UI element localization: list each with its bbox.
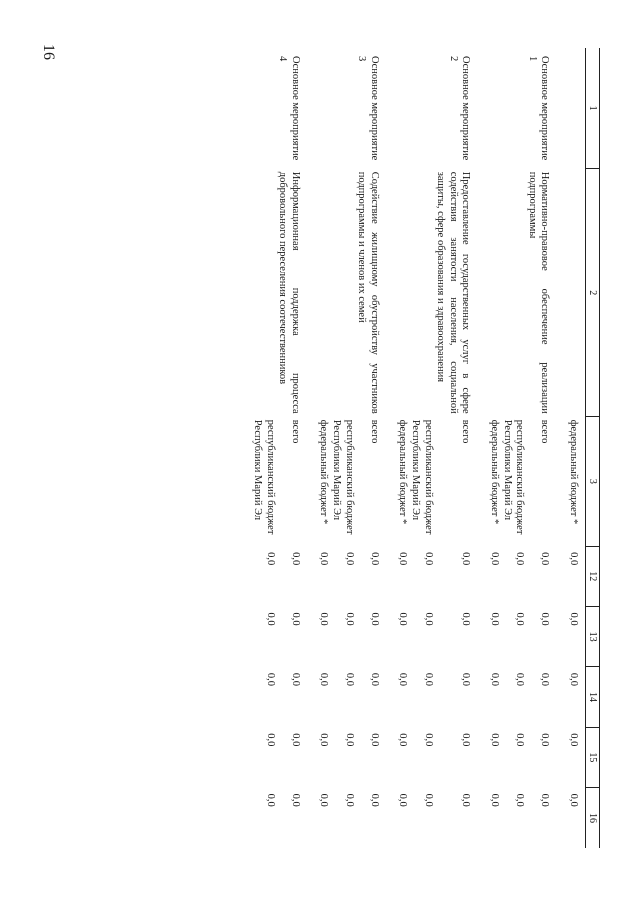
value-cell: 0,0 bbox=[568, 552, 579, 566]
funding-source-cell: федеральный бюджет * bbox=[318, 419, 330, 525]
funding-source-cell: республиканский бюджет Республики Марий Эл bbox=[410, 419, 434, 535]
value-cell: 0,0 bbox=[368, 793, 380, 807]
value-cell: 0,0 bbox=[460, 612, 472, 626]
table-row bbox=[317, 48, 330, 848]
value-cell: 0,0 bbox=[460, 672, 472, 686]
value-cell: 0,0 bbox=[489, 552, 501, 566]
value-cell: 0,0 bbox=[264, 612, 276, 626]
table-body bbox=[251, 48, 586, 848]
funding-source-cell: республиканский бюджет Республики Марий Эл bbox=[252, 419, 276, 535]
table-row bbox=[566, 48, 585, 848]
value-cell: 0,0 bbox=[368, 552, 380, 566]
value-cell: 0,0 bbox=[343, 672, 355, 686]
value-cell: 0,0 bbox=[343, 793, 355, 807]
activity-name-cell: Основное мероприятие 4 bbox=[277, 56, 301, 161]
value-cell: 0,0 bbox=[568, 672, 579, 686]
value-cell: 0,0 bbox=[460, 552, 472, 566]
value-cell: 0,0 bbox=[397, 793, 409, 807]
value-cell: 0,0 bbox=[289, 552, 301, 566]
value-cell: 0,0 bbox=[318, 793, 330, 807]
table-row bbox=[396, 48, 409, 848]
header-cell: 12 bbox=[586, 546, 600, 606]
header-row bbox=[586, 48, 600, 848]
value-cell: 0,0 bbox=[368, 612, 380, 626]
table-row bbox=[525, 48, 566, 848]
value-cell: 0,0 bbox=[397, 612, 409, 626]
table-header bbox=[586, 48, 600, 848]
value-cell: 0,0 bbox=[264, 793, 276, 807]
value-cell: 0,0 bbox=[318, 552, 330, 566]
activity-description-cell bbox=[408, 169, 433, 417]
funding-source-cell: всего bbox=[289, 419, 301, 444]
value-cell: 0,0 bbox=[397, 552, 409, 566]
value-cell: 0,0 bbox=[368, 672, 380, 686]
value-cell: 0,0 bbox=[422, 793, 434, 807]
activity-description-cell bbox=[487, 169, 500, 417]
activity-description-cell: Нормативно-правовое обеспечение реализации подпрограммы bbox=[526, 171, 551, 414]
activity-name-cell bbox=[330, 48, 355, 169]
header-cell: 16 bbox=[586, 788, 600, 848]
value-cell: 0,0 bbox=[422, 672, 434, 686]
funding-source-cell: всего bbox=[368, 419, 380, 444]
table-row bbox=[276, 48, 317, 848]
table-row bbox=[408, 48, 433, 848]
activity-description-cell bbox=[500, 169, 525, 417]
value-cell: 0,0 bbox=[489, 672, 501, 686]
table-row bbox=[500, 48, 525, 848]
value-cell: 0,0 bbox=[318, 612, 330, 626]
funding-source-cell: всего bbox=[460, 419, 472, 444]
value-cell: 0,0 bbox=[514, 552, 526, 566]
value-cell: 0,0 bbox=[514, 672, 526, 686]
activity-name-cell: Основное мероприятие 1 bbox=[526, 56, 551, 161]
value-cell: 0,0 bbox=[460, 793, 472, 807]
header-cell: 2 bbox=[586, 169, 600, 417]
activity-name-cell bbox=[408, 48, 433, 169]
funding-source-cell: всего bbox=[539, 419, 551, 444]
activity-name-cell bbox=[396, 48, 409, 169]
activity-description-cell bbox=[251, 169, 276, 417]
value-cell: 0,0 bbox=[289, 793, 301, 807]
funding-source-cell: федеральный бюджет * bbox=[489, 419, 501, 525]
activity-description-cell: Информационная поддержка процесса добровольного переселения соотечественников bbox=[277, 171, 301, 414]
header-cell: 15 bbox=[586, 727, 600, 787]
funding-source-cell: республиканский бюджет Республики Марий Эл bbox=[501, 419, 526, 535]
activity-name-cell: Основное мероприятие 3 bbox=[356, 56, 380, 161]
value-cell: 0,0 bbox=[539, 793, 551, 807]
activity-description-cell bbox=[317, 169, 330, 417]
value-cell: 0,0 bbox=[489, 793, 501, 807]
activity-description-cell: Содействие жилищному обустройству участников подпрограммы и членов их семей bbox=[356, 171, 380, 414]
value-cell: 0,0 bbox=[289, 672, 301, 686]
value-cell: 0,0 bbox=[539, 552, 551, 566]
value-cell: 0,0 bbox=[422, 612, 434, 626]
value-cell: 0,0 bbox=[489, 612, 501, 626]
value-cell: 0,0 bbox=[397, 672, 409, 686]
rotated-page-content bbox=[100, 48, 600, 848]
activity-name-cell bbox=[566, 48, 585, 169]
activity-description-cell bbox=[330, 169, 355, 417]
value-cell: 0,0 bbox=[489, 733, 501, 747]
activity-description-cell bbox=[396, 169, 409, 417]
value-cell: 0,0 bbox=[568, 612, 579, 626]
page-number: 16 bbox=[40, 44, 57, 60]
value-cell: 0,0 bbox=[264, 552, 276, 566]
table-row bbox=[251, 48, 276, 848]
value-cell: 0,0 bbox=[289, 733, 301, 747]
header-cell: 1 bbox=[586, 48, 600, 169]
value-cell: 0,0 bbox=[422, 733, 434, 747]
funding-source-cell: федеральный бюджет * bbox=[397, 419, 409, 525]
value-cell: 0,0 bbox=[568, 793, 579, 807]
value-cell: 0,0 bbox=[368, 733, 380, 747]
activity-description-cell: Предоставление государственных услуг в сфере содействия занятости населения, социальной защиты, сфере образования и здравоохранения bbox=[435, 171, 472, 414]
value-cell: 0,0 bbox=[397, 733, 409, 747]
table-row bbox=[330, 48, 355, 848]
table-row bbox=[434, 48, 488, 848]
value-cell: 0,0 bbox=[514, 612, 526, 626]
activity-name-cell bbox=[500, 48, 525, 169]
funding-source-cell: республиканский бюджет Республики Марий Эл bbox=[331, 419, 355, 535]
value-cell: 0,0 bbox=[460, 733, 472, 747]
value-cell: 0,0 bbox=[343, 733, 355, 747]
activity-name-cell: Основное мероприятие 2 bbox=[447, 56, 472, 161]
value-cell: 0,0 bbox=[343, 612, 355, 626]
value-cell: 0,0 bbox=[289, 612, 301, 626]
value-cell: 0,0 bbox=[318, 733, 330, 747]
value-cell: 0,0 bbox=[264, 672, 276, 686]
value-cell: 0,0 bbox=[539, 672, 551, 686]
table-row bbox=[487, 48, 500, 848]
budget-table bbox=[251, 48, 600, 848]
value-cell: 0,0 bbox=[422, 552, 434, 566]
value-cell: 0,0 bbox=[539, 612, 551, 626]
header-cell: 14 bbox=[586, 667, 600, 727]
value-cell: 0,0 bbox=[318, 672, 330, 686]
activity-description-cell bbox=[566, 169, 585, 417]
header-cell: 13 bbox=[586, 606, 600, 666]
value-cell: 0,0 bbox=[514, 733, 526, 747]
value-cell: 0,0 bbox=[568, 733, 579, 747]
activity-name-cell bbox=[317, 48, 330, 169]
header-cell: 3 bbox=[586, 417, 600, 546]
funding-source-cell: федеральный бюджет * bbox=[568, 419, 579, 525]
value-cell: 0,0 bbox=[343, 552, 355, 566]
value-cell: 0,0 bbox=[514, 793, 526, 807]
table-row bbox=[355, 48, 396, 848]
activity-name-cell bbox=[487, 48, 500, 169]
activity-name-cell bbox=[251, 48, 276, 169]
value-cell: 0,0 bbox=[264, 733, 276, 747]
value-cell: 0,0 bbox=[539, 733, 551, 747]
